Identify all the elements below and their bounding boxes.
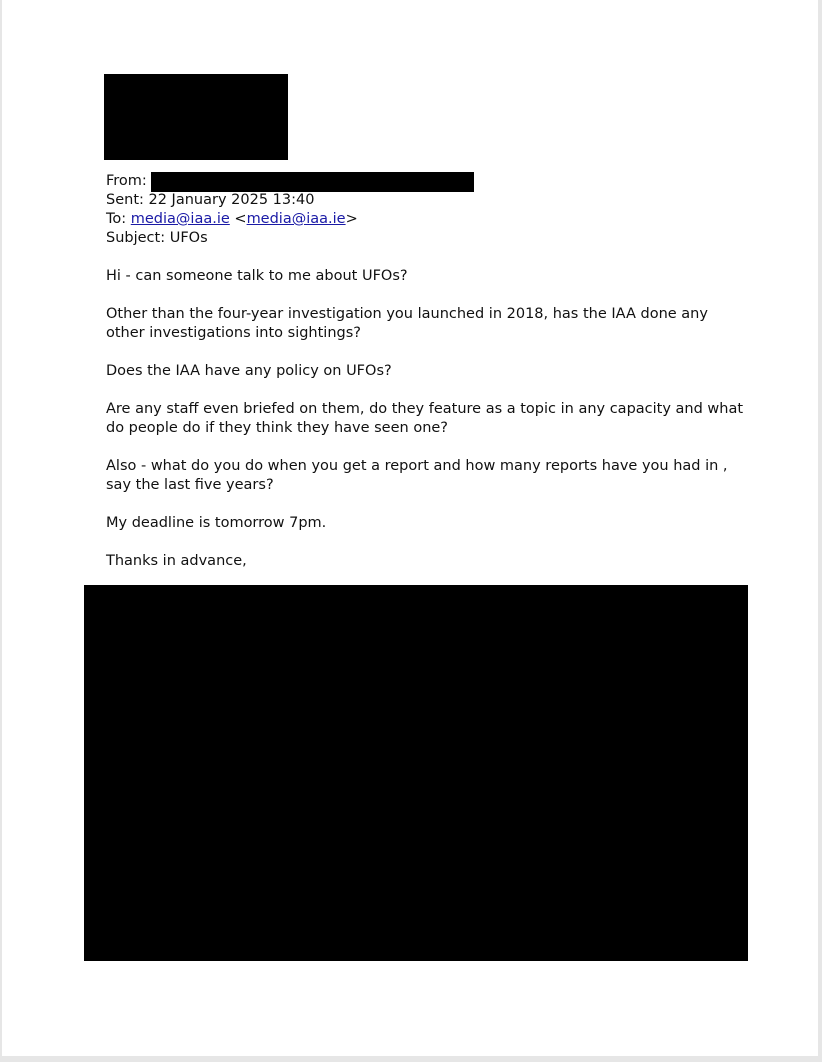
document-page bbox=[2, 0, 818, 1056]
body-paragraph-4: Are any staff even briefed on them, do they feature as a topic in any capacity and what do people do if they think they have seen one? bbox=[106, 401, 744, 436]
redaction-block-header bbox=[104, 74, 288, 160]
to-line bbox=[106, 210, 746, 229]
from-label: From: bbox=[106, 173, 147, 189]
email-body bbox=[106, 172, 746, 590]
to-open-bracket: < bbox=[234, 211, 247, 227]
to-display-link[interactable]: media@iaa.ie bbox=[130, 211, 230, 227]
redaction-block-from bbox=[151, 172, 474, 192]
to-label: To: bbox=[106, 211, 127, 227]
body-paragraph-5: Also - what do you do when you get a report and how many reports have you had in , say the last five years? bbox=[106, 458, 728, 493]
subject-value: UFOs bbox=[169, 230, 208, 246]
to-close-bracket: > bbox=[345, 211, 358, 227]
subject-label: Subject: bbox=[106, 230, 166, 246]
subject-line bbox=[106, 229, 746, 248]
body-paragraph-6: My deadline is tomorrow 7pm. bbox=[106, 515, 327, 531]
sent-line bbox=[106, 191, 746, 210]
sent-value: 22 January 2025 13:40 bbox=[148, 192, 315, 208]
sent-label: Sent: bbox=[106, 192, 144, 208]
to-address-link[interactable]: media@iaa.ie bbox=[246, 211, 346, 227]
body-paragraph-1: Hi - can someone talk to me about UFOs? bbox=[106, 268, 408, 284]
body-paragraph-7: Thanks in advance, bbox=[106, 553, 247, 569]
redaction-block-signature bbox=[84, 585, 748, 961]
body-paragraph-2: Other than the four-year investigation you launched in 2018, has the IAA done any other investigations into sightings? bbox=[106, 306, 708, 341]
body-paragraph-3: Does the IAA have any policy on UFOs? bbox=[106, 363, 392, 379]
